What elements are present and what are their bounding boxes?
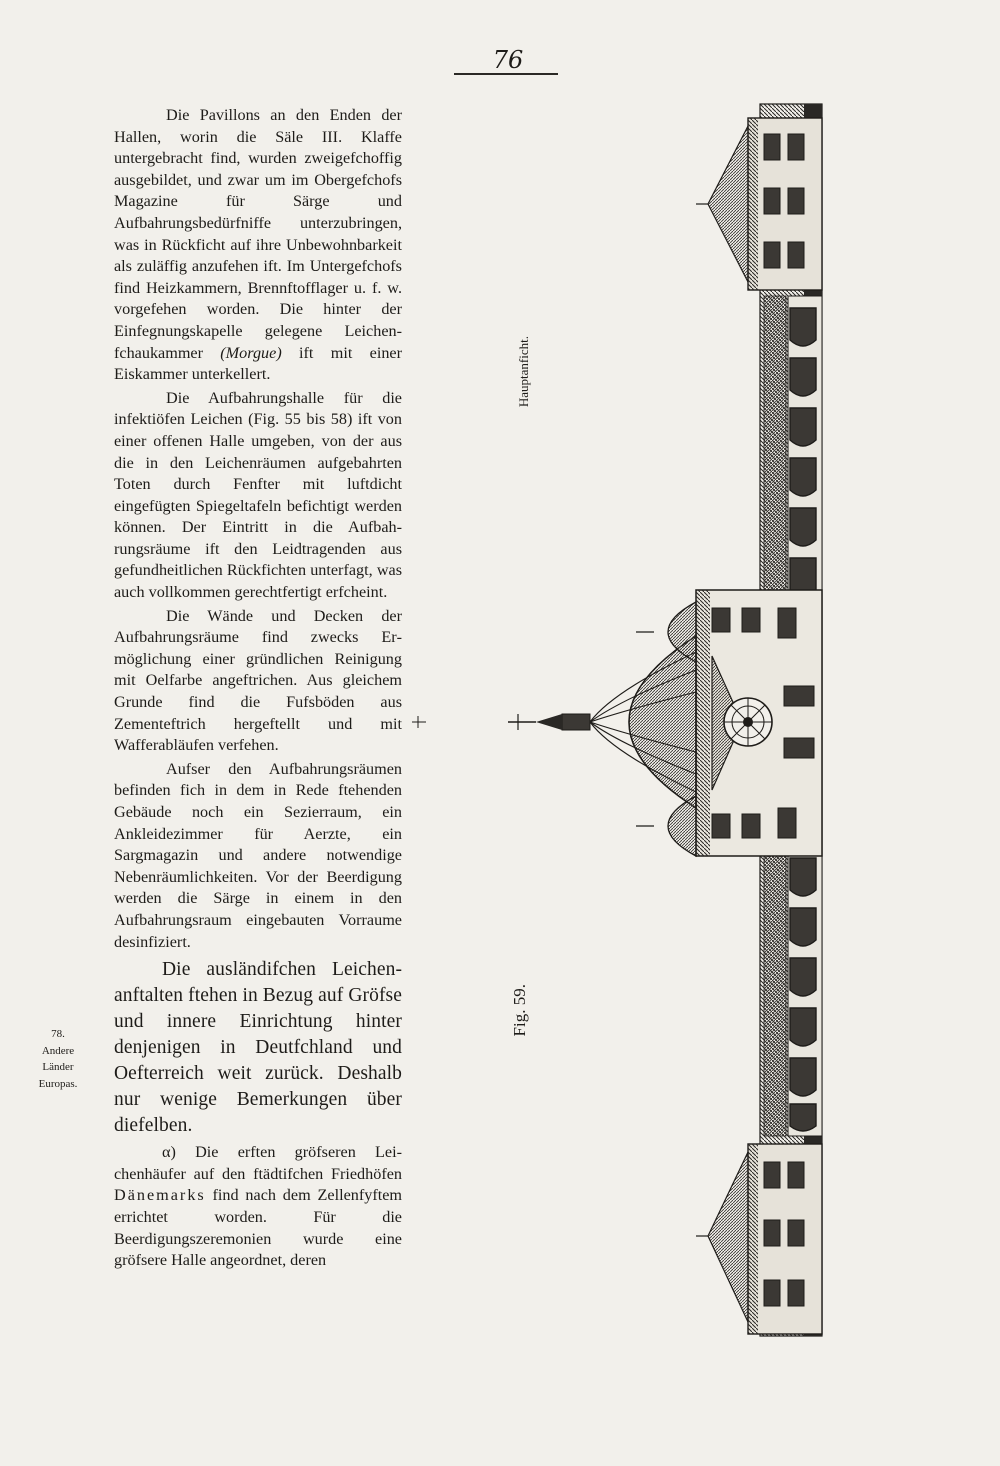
paragraph-large: Die ausländifchen Leichenanftalten ftehen in Bezug auf Gröfse und innere Einrichtung hinter denjenigen in Deutfchland und Oefterreich weit zurück. Deshalb nur wenige Bemerkungen über diefelben. xyxy=(114,959,402,1137)
header-rule xyxy=(454,73,558,75)
margin-note-line: Andere xyxy=(41,1044,75,1057)
list-marker: α) xyxy=(162,1143,176,1162)
paragraph-text: Die Pavillons an den Enden der Hallen, worin die Säle III. Klaffe untergebracht find, wurden zweigefchoffig ausgebildet, und zwar um im Obergefchofs Magazine für Särge und Aufbahrungsbedürfniffe unterzubringen, was in Rückficht auf ihre Unbewohnbarkeit als zuläffig anzufehen ift. Im Untergefchofs find Heizkammern, Brennftofflager u. f. w. vorgefehen worden. Die hinter der Einfegnungskapelle gelegene Leichenfchaukammer xyxy=(114,106,402,362)
paragraph: Aufser den Aufbahrungsräumen befinden fich in dem in Rede ftehenden Gebäude noch ein Sezierraum, ein Ankleidezimmer für Aerzte, ein Sargmagazin und andere notwendige Nebenräumlichkeiten. Vor der Beerdigung werden die Särge in einem in den Aufbahrungsraum eingebauten Vorraume desinfiziert. xyxy=(114,759,402,951)
paragraph-text: find nach dem Zellenfyftem errichtet worden. Für die Beerdigungszeremonien wurde eine gröfsere Halle angeordnet, deren xyxy=(114,1186,402,1270)
body-text-column xyxy=(114,105,402,1274)
margin-note-line: Länder xyxy=(42,1061,74,1073)
page-number: 76 xyxy=(492,46,524,74)
paragraph: Die Aufbahrungshalle für die infektiöfen Leichen (Fig. 55 bis 58) ift von einer offenen Halle umgeben, von der aus die in den Leichenräumen aufgebahrten Toten durch Fenfter mit luftdicht eingefügten Spiegeltafeln befichtigt werden können. Der Eintritt in die Aufbahrungsräume ift den Leidtragenden aus gefundheitlichen Rückfichten unterfagt, was auch vollkommen gerechtfertigt erfcheint. xyxy=(114,388,402,602)
paragraph-text: ift mit einer Eiskammer unterkellert. xyxy=(114,343,402,384)
paragraph-text: Die erften gröfseren Leichenhäufer auf den ftädtifchen Friedhöfen xyxy=(114,1143,402,1183)
paragraph xyxy=(114,1142,402,1272)
margin-note-number: 78. xyxy=(51,1028,65,1040)
margin-note xyxy=(26,1026,90,1092)
figure-caption: Fig. 59. xyxy=(510,984,529,1037)
margin-note-line: Europas. xyxy=(38,1077,78,1090)
spaced-word: Dänemarks xyxy=(114,1186,206,1205)
building-elevation-figure xyxy=(412,96,830,1346)
view-label: Hauptanficht. xyxy=(516,336,531,408)
paragraph: Die Wände und Decken der Aufbahrungsräume find zwecks Ermöglichung einer gründlichen Reinigung mit Oelfarbe angeftrichen. Aus gleichem Grunde find die Fufsböden aus Zementeftrich hergeftellt und mit Wafferabläufen verfehen. xyxy=(114,606,402,755)
paragraph xyxy=(114,105,402,386)
building-elevation-drawing xyxy=(412,96,830,1346)
paragraph-emphasis: (Morgue) xyxy=(220,343,282,362)
